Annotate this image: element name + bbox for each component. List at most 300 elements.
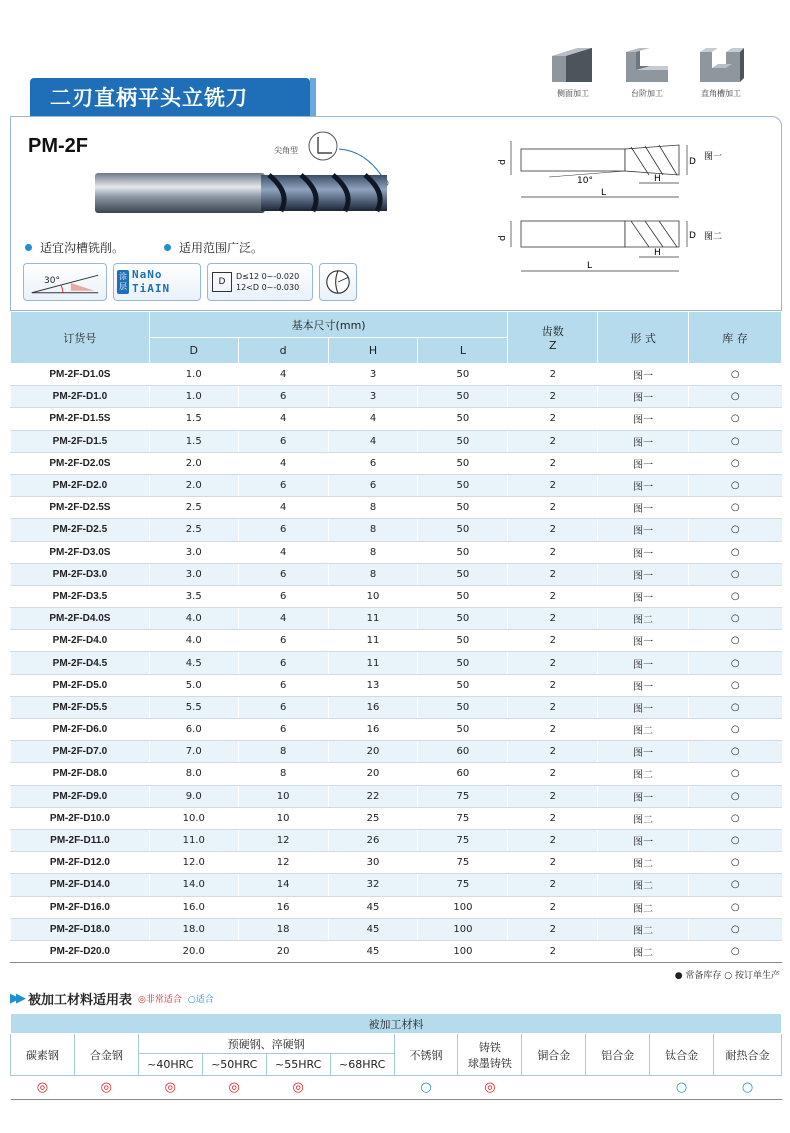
table-row [11, 585, 782, 607]
table-cell: 30 [328, 852, 418, 874]
table-cell: 5.5 [149, 696, 238, 718]
side-milling-icon [548, 44, 598, 86]
dim-L: L [601, 188, 607, 198]
table-cell: ○ [689, 430, 782, 452]
table-row [11, 408, 782, 430]
table-cell: 2 [508, 430, 598, 452]
table-cell: 16 [328, 696, 418, 718]
table-cell: 9.0 [149, 785, 238, 807]
table-cell: 75 [418, 852, 508, 874]
table-cell: 45 [328, 896, 418, 918]
order-code-cell: PM-2F-D1.0S [11, 364, 150, 386]
table-cell: 6 [238, 386, 328, 408]
table-row [11, 497, 782, 519]
dim-H: H [654, 248, 661, 258]
tolerance-line: 12<D 0~-0.030 [236, 283, 300, 292]
rating-cell: ◎ [74, 1076, 138, 1100]
table-cell: 图一 [598, 829, 689, 851]
order-code-cell: PM-2F-D12.0 [11, 852, 150, 874]
order-code-cell: PM-2F-D3.0S [11, 541, 150, 563]
table-cell: ○ [689, 408, 782, 430]
table-cell: ○ [689, 918, 782, 940]
table-cell: 6 [238, 696, 328, 718]
dim-L: L [587, 261, 593, 271]
table-cell: 10 [238, 785, 328, 807]
mat-col: 铜合金 [522, 1034, 586, 1076]
table-cell: ○ [689, 541, 782, 563]
tip-type-label: 尖角型 [274, 146, 298, 155]
table-cell: 25 [328, 807, 418, 829]
table-cell: 11.0 [149, 829, 238, 851]
mat-col: 预硬钢、淬硬钢 [138, 1034, 394, 1054]
rating-cell: ○ [394, 1076, 458, 1100]
table-cell: ○ [689, 852, 782, 874]
table-cell: 50 [418, 430, 508, 452]
coating-name: NaNo [132, 268, 163, 281]
table-cell: 18 [238, 918, 328, 940]
table-cell: ○ [689, 386, 782, 408]
order-code-cell: PM-2F-D4.0 [11, 630, 150, 652]
table-cell: 2 [508, 918, 598, 940]
feature-list [25, 239, 263, 256]
table-row [11, 474, 782, 496]
table-cell: 图一 [598, 452, 689, 474]
rating-cell: ◎ [458, 1076, 522, 1100]
dim-D: D [689, 231, 696, 241]
table-row [11, 763, 782, 785]
table-cell: 8 [328, 497, 418, 519]
table-cell: 图一 [598, 541, 689, 563]
table-cell: ○ [689, 563, 782, 585]
table-cell: 22 [328, 785, 418, 807]
materials-ratings-row [11, 1076, 782, 1100]
table-cell: 图一 [598, 364, 689, 386]
table-cell: 6 [238, 430, 328, 452]
table-cell: ○ [689, 763, 782, 785]
table-row [11, 519, 782, 541]
table-cell: 60 [418, 741, 508, 763]
table-cell: 45 [328, 918, 418, 940]
table-cell: 2 [508, 364, 598, 386]
helix-angle-badge: 30° [23, 263, 107, 301]
table-row [11, 364, 782, 386]
table-cell: 1.5 [149, 430, 238, 452]
hardness-col: ~40HRC [138, 1054, 202, 1076]
table-row [11, 674, 782, 696]
bullet-icon [25, 244, 32, 251]
order-code-cell: PM-2F-D3.0 [11, 563, 150, 585]
double-arrow-icon: ▶▶ [10, 991, 22, 1006]
operation-icons [544, 44, 750, 99]
table-cell: 2 [508, 652, 598, 674]
dim-angle: 10° [577, 176, 593, 186]
table-cell: ○ [689, 741, 782, 763]
header-form: 形 式 [598, 312, 689, 364]
header-stock: 库 存 [689, 312, 782, 364]
table-cell: 4 [238, 541, 328, 563]
table-cell: ○ [689, 519, 782, 541]
table-cell: 11 [328, 630, 418, 652]
table-cell: 6 [238, 630, 328, 652]
table-cell: ○ [689, 940, 782, 962]
order-code-cell: PM-2F-D11.0 [11, 829, 150, 851]
hardness-col: ~55HRC [266, 1054, 330, 1076]
table-cell: 11 [328, 652, 418, 674]
order-code-cell: PM-2F-D18.0 [11, 918, 150, 940]
table-cell: 2.0 [149, 474, 238, 496]
product-panel [10, 116, 782, 311]
header-teeth: 齿数 Z [508, 312, 598, 364]
table-row [11, 896, 782, 918]
table-cell: 2 [508, 874, 598, 896]
table-cell: 4 [238, 497, 328, 519]
table-cell: ○ [689, 585, 782, 607]
table-cell: 2 [508, 763, 598, 785]
order-code-cell: PM-2F-D14.0 [11, 874, 150, 896]
table-row [11, 807, 782, 829]
materials-section-title: ▶▶ 被加工材料适用表 ◎非常适合 ○适合 [10, 991, 214, 1008]
slot-milling-icon [696, 44, 746, 86]
table-cell: 16 [328, 719, 418, 741]
dim-d: d [498, 235, 508, 241]
table-cell: 4 [238, 608, 328, 630]
table-cell: 图二 [598, 807, 689, 829]
header-basic-size: 基本尺寸(mm) [149, 312, 508, 338]
end-mill-image [91, 169, 391, 217]
table-row [11, 652, 782, 674]
tolerance-line: D≤12 0~-0.020 [236, 272, 300, 281]
table-cell: 3.0 [149, 563, 238, 585]
rating-cell: ◎ [11, 1076, 75, 1100]
drawing-fig1 [489, 131, 779, 203]
table-row [11, 719, 782, 741]
spec-table [10, 311, 782, 963]
header-H: H [328, 338, 418, 364]
rating-cell: ○ [714, 1076, 782, 1100]
spec-table-body [11, 364, 782, 963]
table-row [11, 630, 782, 652]
table-cell: 4.0 [149, 630, 238, 652]
table-cell: 4 [328, 430, 418, 452]
table-cell: 50 [418, 719, 508, 741]
table-cell: 图二 [598, 896, 689, 918]
table-cell: 2 [508, 474, 598, 496]
table-cell: 50 [418, 696, 508, 718]
table-cell: ○ [689, 674, 782, 696]
table-cell: ○ [689, 829, 782, 851]
table-cell: 6 [238, 652, 328, 674]
note-suitable: ○适合 [187, 995, 214, 1005]
dim-H: H [654, 174, 661, 184]
table-cell: 10.0 [149, 807, 238, 829]
table-cell: 2 [508, 630, 598, 652]
note-very-suitable: ◎非常适合 [138, 995, 182, 1005]
table-cell: 6 [238, 563, 328, 585]
table-cell: 3 [328, 386, 418, 408]
header-D: D [149, 338, 238, 364]
table-cell: 50 [418, 364, 508, 386]
table-cell: 32 [328, 874, 418, 896]
table-cell: 50 [418, 497, 508, 519]
table-cell: 2 [508, 563, 598, 585]
mat-col-cast: 铸铁 球墨铸铁 [458, 1034, 522, 1076]
rating-cell: ○ [650, 1076, 714, 1100]
table-row [11, 563, 782, 585]
header-d: d [238, 338, 328, 364]
table-cell: 50 [418, 652, 508, 674]
table-cell: 60 [418, 763, 508, 785]
table-cell: 4.5 [149, 652, 238, 674]
table-cell: 16 [238, 896, 328, 918]
table-cell: 50 [418, 630, 508, 652]
table-row [11, 386, 782, 408]
table-cell: 6 [238, 519, 328, 541]
table-cell: 图一 [598, 386, 689, 408]
table-cell: 图一 [598, 408, 689, 430]
mat-col: 合金钢 [74, 1034, 138, 1076]
table-cell: ○ [689, 896, 782, 918]
table-cell: 3.5 [149, 585, 238, 607]
table-row [11, 541, 782, 563]
table-cell: 75 [418, 807, 508, 829]
table-cell: 5.0 [149, 674, 238, 696]
order-code-cell: PM-2F-D8.0 [11, 763, 150, 785]
table-cell: 50 [418, 519, 508, 541]
table-cell: 6 [238, 474, 328, 496]
table-cell: 50 [418, 674, 508, 696]
table-cell: 2 [508, 452, 598, 474]
order-code-cell: PM-2F-D10.0 [11, 807, 150, 829]
table-cell: 14 [238, 874, 328, 896]
table-cell: 图一 [598, 519, 689, 541]
table-cell: 2 [508, 408, 598, 430]
coating-name: TiAIN [132, 282, 171, 295]
table-cell: 10 [238, 807, 328, 829]
fig-label: 图一 [704, 152, 723, 162]
table-cell: 45 [328, 940, 418, 962]
table-cell: 6 [328, 452, 418, 474]
table-cell: 50 [418, 563, 508, 585]
table-cell: 2.5 [149, 497, 238, 519]
table-cell: 图二 [598, 874, 689, 896]
order-code-cell: PM-2F-D4.0S [11, 608, 150, 630]
table-cell: ○ [689, 364, 782, 386]
table-cell: ○ [689, 652, 782, 674]
feature-item: 适用范围广泛。 [164, 239, 263, 256]
table-cell: 4 [238, 364, 328, 386]
two-flute-icon [324, 268, 352, 296]
dim-D: D [689, 157, 696, 167]
table-row [11, 608, 782, 630]
table-cell: 2.5 [149, 519, 238, 541]
table-row [11, 452, 782, 474]
table-cell: 4 [328, 408, 418, 430]
table-cell: 75 [418, 829, 508, 851]
table-cell: 100 [418, 896, 508, 918]
order-code-cell: PM-2F-D1.0 [11, 386, 150, 408]
flute-count-badge [319, 263, 357, 301]
table-cell: 2 [508, 785, 598, 807]
order-code-cell: PM-2F-D7.0 [11, 741, 150, 763]
table-cell: 100 [418, 940, 508, 962]
table-cell: 50 [418, 408, 508, 430]
table-cell: 6 [238, 719, 328, 741]
order-code-cell: PM-2F-D1.5S [11, 408, 150, 430]
fig-label: 图二 [704, 232, 723, 242]
model-name: PM-2F [28, 135, 88, 157]
table-cell: 8 [328, 519, 418, 541]
table-cell: 图一 [598, 474, 689, 496]
rating-cell [586, 1076, 650, 1100]
table-cell: 图二 [598, 852, 689, 874]
table-row [11, 741, 782, 763]
tolerance-badge [207, 263, 313, 301]
coating-badge [113, 263, 201, 301]
table-cell: 2 [508, 585, 598, 607]
table-cell: ○ [689, 807, 782, 829]
table-row [11, 940, 782, 962]
table-row [11, 918, 782, 940]
table-cell: 图一 [598, 741, 689, 763]
table-cell: 12 [238, 852, 328, 874]
table-cell: 2 [508, 852, 598, 874]
operation-slot: 直角槽加工 [692, 44, 750, 99]
table-cell: 20.0 [149, 940, 238, 962]
table-cell: 6 [238, 585, 328, 607]
table-cell: 7.0 [149, 741, 238, 763]
table-cell: ○ [689, 874, 782, 896]
materials-table [10, 1013, 782, 1100]
table-cell: 图一 [598, 497, 689, 519]
table-cell: 图一 [598, 585, 689, 607]
dim-d: d [498, 159, 508, 165]
mat-col: 碳素钢 [11, 1034, 75, 1076]
header-L: L [418, 338, 508, 364]
table-cell: 50 [418, 452, 508, 474]
table-cell: 2 [508, 608, 598, 630]
rating-cell [522, 1076, 586, 1100]
table-cell: 20 [328, 741, 418, 763]
table-cell: 2 [508, 696, 598, 718]
table-cell: 3 [328, 364, 418, 386]
table-cell: 8 [328, 563, 418, 585]
table-cell: 图二 [598, 608, 689, 630]
table-cell: 4 [238, 452, 328, 474]
drawing-fig2 [489, 207, 779, 279]
order-code-cell: PM-2F-D20.0 [11, 940, 150, 962]
order-code-cell: PM-2F-D16.0 [11, 896, 150, 918]
table-cell: ○ [689, 719, 782, 741]
materials-header: 被加工材料 [11, 1014, 782, 1034]
table-row [11, 430, 782, 452]
table-cell: 10 [328, 585, 418, 607]
table-cell: 2 [508, 896, 598, 918]
table-cell: 图一 [598, 630, 689, 652]
table-cell: 图一 [598, 563, 689, 585]
mat-col: 不锈钢 [394, 1034, 458, 1076]
table-cell: 图一 [598, 430, 689, 452]
table-cell: 75 [418, 785, 508, 807]
coating-tag: 涂层 [117, 270, 129, 294]
table-cell: 图一 [598, 696, 689, 718]
table-cell: 图一 [598, 674, 689, 696]
table-cell: 8 [238, 741, 328, 763]
table-cell: 100 [418, 918, 508, 940]
table-cell: 3.0 [149, 541, 238, 563]
table-row [11, 852, 782, 874]
order-code-cell: PM-2F-D2.0 [11, 474, 150, 496]
table-cell: 20 [328, 763, 418, 785]
order-code-cell: PM-2F-D3.5 [11, 585, 150, 607]
table-cell: 12.0 [149, 852, 238, 874]
table-cell: 8.0 [149, 763, 238, 785]
table-cell: ○ [689, 497, 782, 519]
order-code-cell: PM-2F-D5.5 [11, 696, 150, 718]
table-cell: 4 [238, 408, 328, 430]
operation-side: 侧面加工 [544, 44, 602, 99]
table-row [11, 785, 782, 807]
table-cell: 图二 [598, 940, 689, 962]
table-cell: 2.0 [149, 452, 238, 474]
table-cell: 75 [418, 874, 508, 896]
spec-badges [23, 263, 357, 301]
bullet-icon [164, 244, 171, 251]
mat-col: 耐热合金 [714, 1034, 782, 1076]
table-cell: ○ [689, 474, 782, 496]
table-cell: 图二 [598, 918, 689, 940]
table-cell: 1.5 [149, 408, 238, 430]
table-cell: 14.0 [149, 874, 238, 896]
step-milling-icon [622, 44, 672, 86]
table-cell: 50 [418, 386, 508, 408]
table-cell: 2 [508, 497, 598, 519]
table-cell: 2 [508, 519, 598, 541]
table-cell: 50 [418, 474, 508, 496]
table-row [11, 874, 782, 896]
order-code-cell: PM-2F-D2.5 [11, 519, 150, 541]
table-cell: ○ [689, 785, 782, 807]
order-code-cell: PM-2F-D9.0 [11, 785, 150, 807]
table-row [11, 829, 782, 851]
diameter-symbol: D [212, 272, 232, 292]
table-cell: 1.0 [149, 386, 238, 408]
table-cell: ○ [689, 696, 782, 718]
table-cell: 2 [508, 940, 598, 962]
table-cell: 11 [328, 608, 418, 630]
operation-step: 台阶加工 [618, 44, 676, 99]
table-cell: ○ [689, 630, 782, 652]
mat-col: 钛合金 [650, 1034, 714, 1076]
table-cell: 6 [238, 674, 328, 696]
table-cell: 2 [508, 741, 598, 763]
table-cell: 6.0 [149, 719, 238, 741]
table-cell: 18.0 [149, 918, 238, 940]
order-code-cell: PM-2F-D6.0 [11, 719, 150, 741]
table-cell: 1.0 [149, 364, 238, 386]
table-cell: 图二 [598, 763, 689, 785]
table-cell: 2 [508, 829, 598, 851]
order-code-cell: PM-2F-D2.0S [11, 452, 150, 474]
order-code-cell: PM-2F-D1.5 [11, 430, 150, 452]
table-cell: 2 [508, 386, 598, 408]
table-cell: 50 [418, 608, 508, 630]
table-cell: 13 [328, 674, 418, 696]
table-cell: 2 [508, 807, 598, 829]
order-code-cell: PM-2F-D5.0 [11, 674, 150, 696]
helix-angle-icon [24, 263, 106, 301]
feature-item: 适宜沟槽铣削。 [25, 239, 124, 256]
header-order-no: 订货号 [11, 312, 150, 364]
